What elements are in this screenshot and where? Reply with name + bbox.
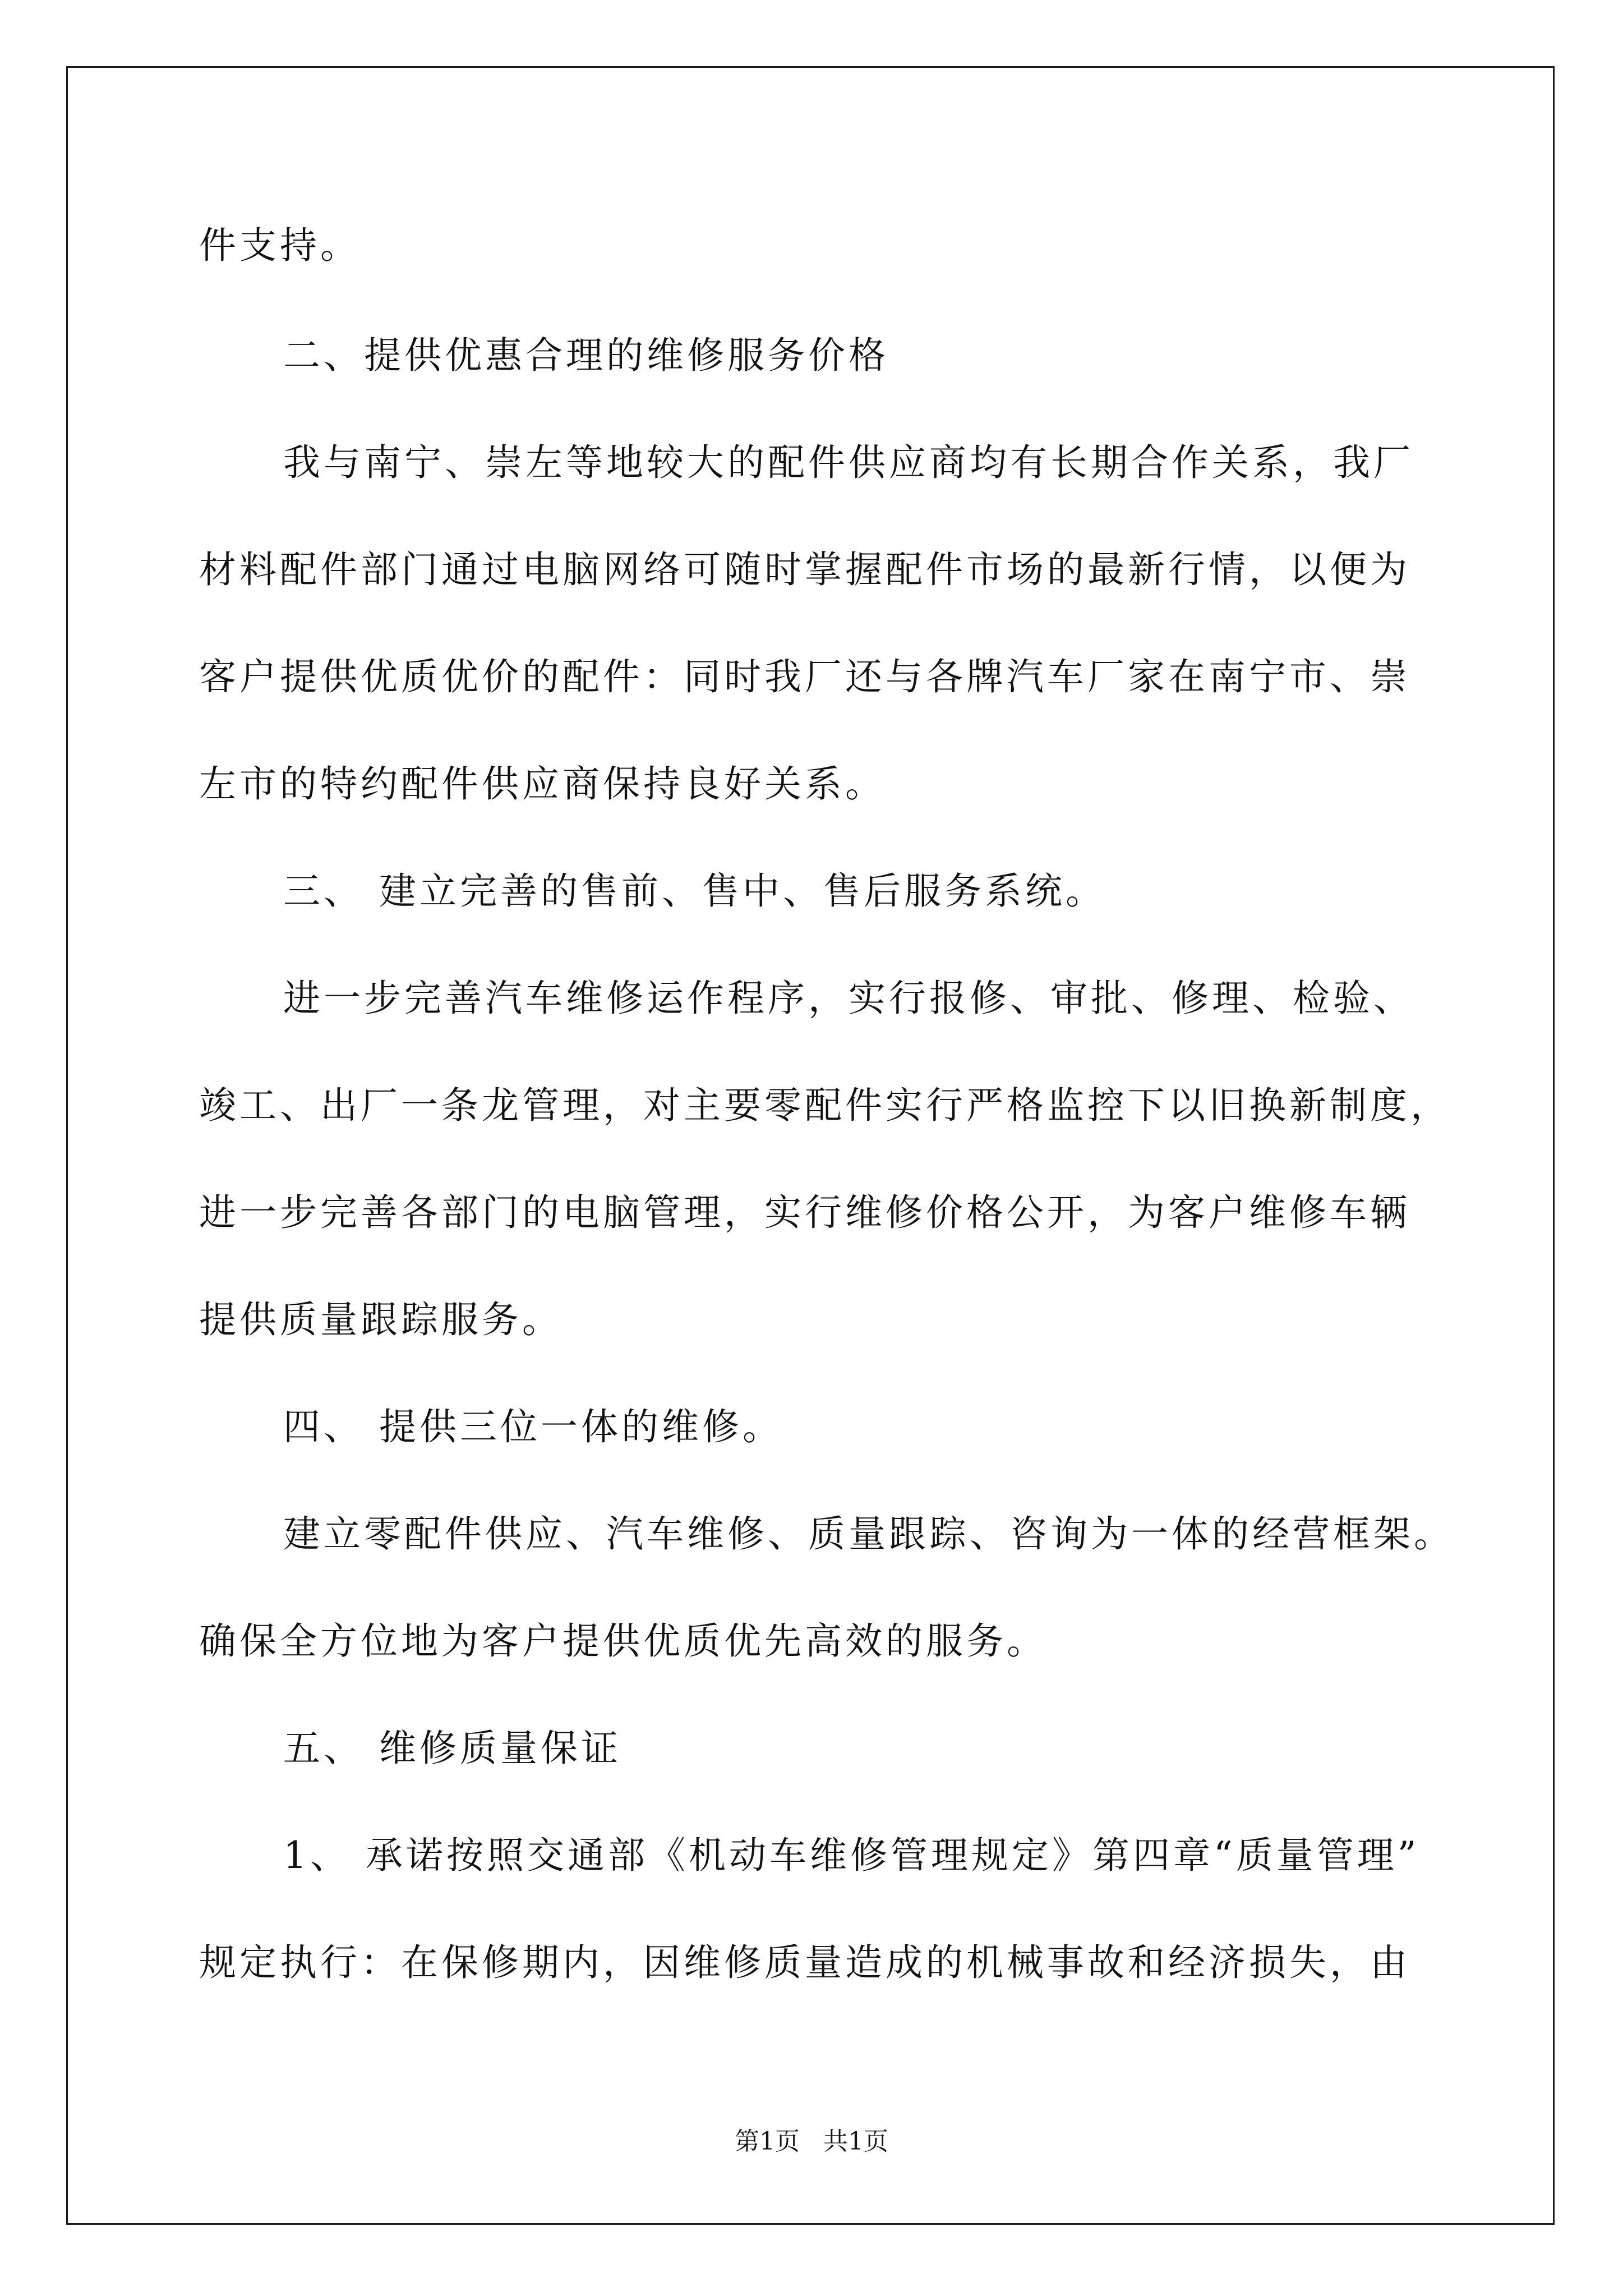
section-heading-4: 四、 提供三位一体的维修。: [283, 1405, 783, 1448]
text-line: 竣工、出厂一条龙管理，对主要零配件实行严格监控下以旧换新制度，: [199, 1084, 1451, 1127]
text-line: 材料配件部门通过电脑网络可随时掌握配件市场的最新行情，以便为: [199, 548, 1410, 591]
text-line: 左市的特约配件供应商保持良好关系。: [199, 762, 886, 806]
text-line: 1、 承诺按照交通部《机动车维修管理规定》第四章“质量管理”: [283, 1834, 1420, 1877]
text-line: 我与南宁、崇左等地较大的配件供应商均有长期合作关系，我厂: [283, 441, 1414, 484]
section-heading-3: 三、 建立完善的售前、售中、售后服务系统。: [283, 869, 1106, 913]
text-line: 提供质量跟踪服务。: [199, 1298, 562, 1341]
text-line: 进一步完善汽车维修运作程序，实行报修、审批、修理、检验、: [283, 977, 1414, 1020]
text-line: 建立零配件供应、汽车维修、质量跟踪、咨询为一体的经营框架。: [283, 1512, 1454, 1556]
text-line: 件支持。: [199, 224, 361, 267]
text-line: 确保全方位地为客户提供优质优先高效的服务。: [199, 1619, 1047, 1663]
section-heading-5: 五、 维修质量保证: [283, 1727, 621, 1770]
page-border: [66, 66, 1555, 2225]
page-number-footer: 第1页 共1页: [735, 2127, 888, 2156]
section-heading-2: 二、提供优惠合理的维修服务价格: [283, 334, 889, 377]
text-line: 客户提供优质优价的配件：同时我厂还与各牌汽车厂家在南宁市、崇: [199, 655, 1410, 698]
text-line: 规定执行：在保修期内，因维修质量造成的机械事故和经济损失，由: [199, 1941, 1410, 1984]
text-line: 进一步完善各部门的电脑管理，实行维修价格公开，为客户维修车辆: [199, 1191, 1410, 1234]
